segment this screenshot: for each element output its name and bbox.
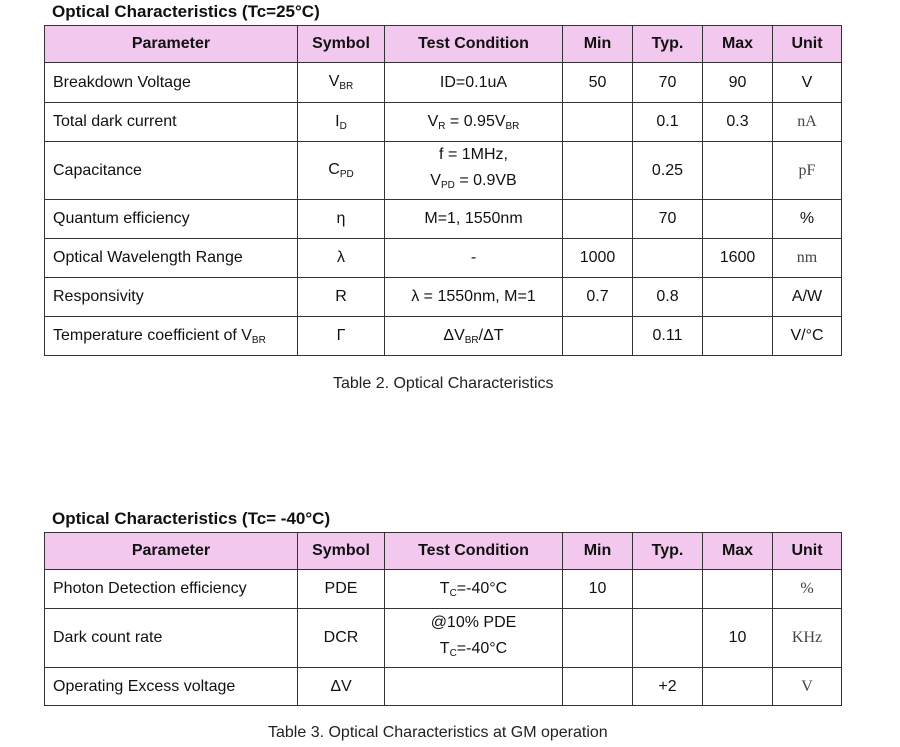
condition-line-1: @10% PDE	[430, 613, 517, 631]
symbol-cell: $V_{BR}$	[298, 63, 385, 103]
min-cell	[563, 142, 633, 200]
header-max: Max	[703, 26, 773, 63]
table2-header-row	[45, 26, 842, 63]
parameter-cell: Optical Wavelength Range	[45, 239, 298, 278]
table3-header-row	[45, 533, 842, 570]
parameter-cell: Temperature coefficient of $V_{BR}$	[45, 317, 298, 356]
table3-caption: Table 3. Optical Characteristics at GM operation	[268, 724, 608, 741]
parameter-cell: Responsivity	[45, 278, 298, 317]
symbol-cell: DCR	[298, 609, 385, 668]
symbol-cell: ΔV	[298, 668, 385, 706]
parameter-cell: Photon Detection efficiency	[45, 570, 298, 609]
table-row	[45, 668, 842, 706]
table3	[44, 532, 842, 706]
typ-cell	[633, 239, 703, 278]
parameter-cell: Dark count rate	[45, 609, 298, 668]
condition-cell	[385, 609, 563, 668]
typ-cell	[633, 570, 703, 609]
min-cell	[563, 103, 633, 142]
condition-cell	[385, 668, 563, 706]
header-typ: Typ.	[633, 533, 703, 570]
table-row	[45, 200, 842, 239]
header-parameter: Parameter	[45, 533, 298, 570]
typ-cell: 70	[633, 200, 703, 239]
condition-cell: -	[385, 239, 563, 278]
typ-cell: 70	[633, 63, 703, 103]
min-cell: 0.7	[563, 278, 633, 317]
parameter-cell: Total dark current	[45, 103, 298, 142]
table2-caption: Table 2. Optical Characteristics	[333, 375, 554, 392]
header-test-condition: Test Condition	[385, 533, 563, 570]
min-cell: 50	[563, 63, 633, 103]
table2	[44, 25, 842, 356]
condition-cell: $V_R = 0.95V_{BR}$	[385, 103, 563, 142]
typ-cell: 0.1	[633, 103, 703, 142]
symbol-cell: η	[298, 200, 385, 239]
min-cell	[563, 668, 633, 706]
max-cell: 1600	[703, 239, 773, 278]
header-parameter: Parameter	[45, 26, 298, 63]
unit-cell: %	[773, 570, 842, 609]
max-cell	[703, 570, 773, 609]
parameter-cell: Breakdown Voltage	[45, 63, 298, 103]
header-symbol: Symbol	[298, 533, 385, 570]
table-row	[45, 609, 842, 668]
condition-line-1: f = 1MHz,	[439, 146, 508, 163]
symbol-cell: Γ	[298, 317, 385, 356]
condition-cell: ID=0.1uA	[385, 63, 563, 103]
unit-cell: V	[773, 668, 842, 706]
table-row	[45, 63, 842, 103]
header-unit: Unit	[773, 533, 842, 570]
table-row	[45, 570, 842, 609]
max-cell	[703, 668, 773, 706]
typ-cell: +2	[633, 668, 703, 706]
table-row	[45, 278, 842, 317]
parameter-cell: Quantum efficiency	[45, 200, 298, 239]
symbol-cell: R	[298, 278, 385, 317]
table-row	[45, 317, 842, 356]
min-cell: 1000	[563, 239, 633, 278]
min-cell: 10	[563, 570, 633, 609]
condition-cell: $\Delta V_{BR}/\Delta T$	[385, 317, 563, 356]
condition-cell: M=1, 1550nm	[385, 200, 563, 239]
max-cell: 0.3	[703, 103, 773, 142]
header-unit: Unit	[773, 26, 842, 63]
table-row	[45, 142, 842, 200]
min-cell	[563, 609, 633, 668]
min-cell	[563, 200, 633, 239]
header-test-condition: Test Condition	[385, 26, 563, 63]
table-row	[45, 103, 842, 142]
condition-cell	[385, 142, 563, 200]
typ-cell	[633, 609, 703, 668]
max-cell: 90	[703, 63, 773, 103]
min-cell	[563, 317, 633, 356]
unit-cell: V	[773, 63, 842, 103]
max-cell	[703, 142, 773, 200]
condition-cell: $T_C=-40^\circ C$	[385, 570, 563, 609]
typ-cell: 0.8	[633, 278, 703, 317]
table3-title: Optical Characteristics (Tc= -40°C)	[52, 509, 331, 528]
header-symbol: Symbol	[298, 26, 385, 63]
unit-cell: %	[773, 200, 842, 239]
header-min: Min	[563, 26, 633, 63]
condition-line-2: $T_C=-40^\circ C$	[439, 639, 508, 659]
unit-cell: pF	[773, 142, 842, 200]
max-cell	[703, 200, 773, 239]
unit-cell: KHz	[773, 609, 842, 668]
unit-cell: A/W	[773, 278, 842, 317]
max-cell: 10	[703, 609, 773, 668]
unit-cell: V/°C	[773, 317, 842, 356]
header-min: Min	[563, 533, 633, 570]
table2-title: Optical Characteristics (Tc=25°C)	[52, 2, 320, 21]
symbol-cell: $C_{PD}$	[298, 142, 385, 200]
parameter-cell: Operating Excess voltage	[45, 668, 298, 706]
symbol-cell: λ	[298, 239, 385, 278]
parameter-cell: Capacitance	[45, 142, 298, 200]
header-typ: Typ.	[633, 26, 703, 63]
condition-line-2: $V_{PD} = 0.9VB$	[430, 172, 517, 191]
table-row	[45, 239, 842, 278]
unit-cell: nm	[773, 239, 842, 278]
symbol-cell: $I_D$	[298, 103, 385, 142]
max-cell	[703, 317, 773, 356]
unit-cell: nA	[773, 103, 842, 142]
header-max: Max	[703, 533, 773, 570]
typ-cell: 0.25	[633, 142, 703, 200]
max-cell	[703, 278, 773, 317]
symbol-cell: PDE	[298, 570, 385, 609]
typ-cell: 0.11	[633, 317, 703, 356]
condition-cell: λ = 1550nm, M=1	[385, 278, 563, 317]
